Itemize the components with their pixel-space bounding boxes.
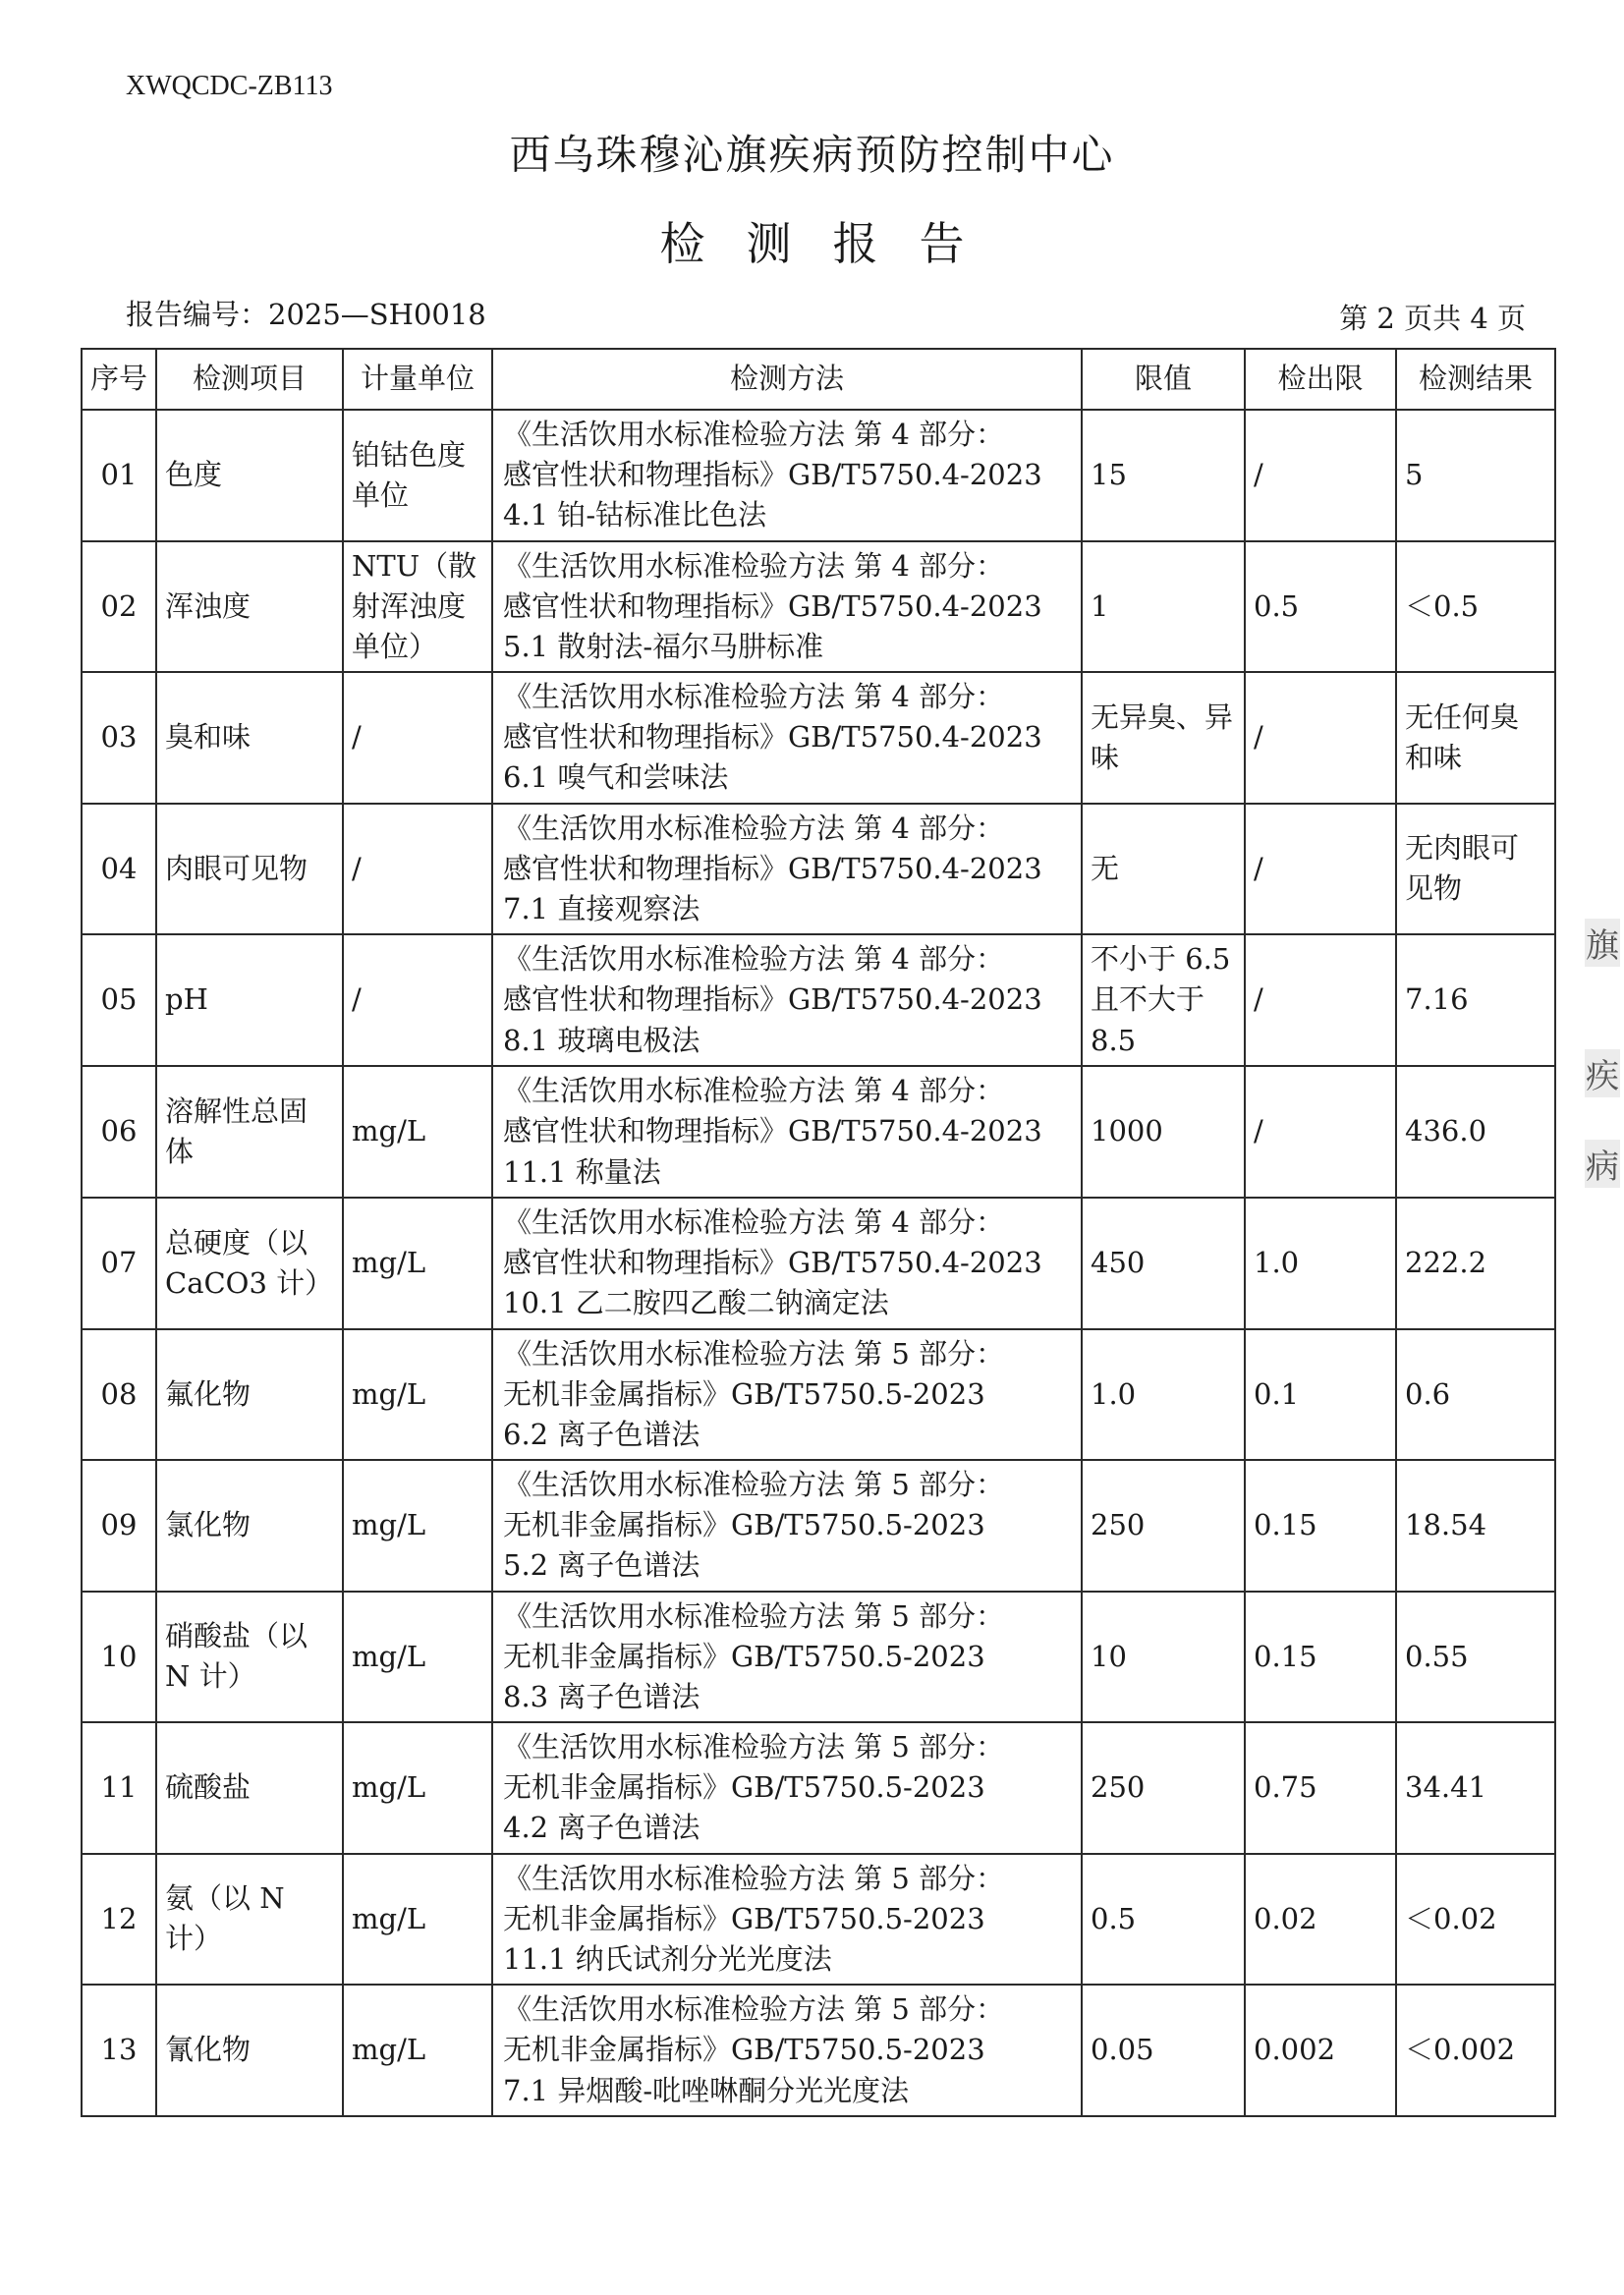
limit-cell: 450 — [1082, 1198, 1245, 1329]
method-line: 5.1 散射法-福尔马肼标准 — [503, 629, 824, 663]
detection-limit-cell: 0.1 — [1245, 1329, 1396, 1461]
detection-limit-cell: / — [1245, 934, 1396, 1066]
method-cell — [492, 1592, 1082, 1723]
method-line: 《生活饮用水标准检验方法 第 5 部分： — [503, 1992, 1005, 2027]
row-number-cell: 09 — [82, 1460, 156, 1592]
column-header: 序号 — [82, 349, 156, 410]
result-cell: 无任何臭和味 — [1396, 672, 1555, 804]
method-line: 11.1 称量法 — [503, 1154, 661, 1189]
unit-cell: / — [343, 672, 492, 804]
method-line: 《生活饮用水标准检验方法 第 4 部分： — [503, 548, 1005, 583]
unit-cell: mg/L — [343, 1329, 492, 1461]
row-number-cell: 03 — [82, 672, 156, 804]
method-line: 5.2 离子色谱法 — [503, 1548, 700, 1583]
limit-cell: 10 — [1082, 1592, 1245, 1723]
detection-limit-cell: 0.15 — [1245, 1592, 1396, 1723]
test-item-cell: 氰化物 — [156, 1985, 343, 2116]
method-line: 《生活饮用水标准检验方法 第 4 部分： — [503, 418, 1005, 451]
limit-cell: 250 — [1082, 1722, 1245, 1854]
method-cell — [492, 804, 1082, 935]
test-item-cell: 硝酸盐（以 N 计） — [156, 1592, 343, 1723]
method-line: 《生活饮用水标准检验方法 第 5 部分： — [503, 1730, 1005, 1764]
detection-limit-cell: 1.0 — [1245, 1198, 1396, 1329]
unit-cell: / — [343, 804, 492, 935]
method-line: 7.1 直接观察法 — [503, 891, 700, 925]
method-line: 感官性状和物理指标》GB/T5750.4-2023 — [503, 588, 1042, 623]
row-number-cell: 08 — [82, 1329, 156, 1461]
table-row — [82, 541, 1555, 673]
seal-fragment: 病 — [1585, 1140, 1620, 1188]
test-item-cell: 臭和味 — [156, 672, 343, 804]
detection-limit-cell: 0.15 — [1245, 1460, 1396, 1592]
result-cell: 0.6 — [1396, 1329, 1555, 1461]
test-item-cell: 浑浊度 — [156, 541, 343, 673]
limit-cell: 0.5 — [1082, 1854, 1245, 1986]
method-cell — [492, 1854, 1082, 1986]
column-header: 限值 — [1082, 349, 1245, 410]
method-cell — [492, 541, 1082, 673]
limit-cell: 0.05 — [1082, 1985, 1245, 2116]
method-line: 11.1 纳氏试剂分光光度法 — [503, 1941, 832, 1976]
limit-cell: 1000 — [1082, 1066, 1245, 1198]
method-line: 感官性状和物理指标》GB/T5750.4-2023 — [503, 982, 1042, 1017]
table-row — [82, 1985, 1555, 2116]
method-line: 无机非金属指标》GB/T5750.5-2023 — [503, 1901, 985, 1935]
detection-limit-cell: / — [1245, 1066, 1396, 1198]
limit-cell: 1 — [1082, 541, 1245, 673]
seal-fragment: 疾 — [1585, 1049, 1620, 1097]
method-cell — [492, 672, 1082, 804]
unit-cell: mg/L — [343, 1985, 492, 2116]
method-line: 4.1 铂-钴标准比色法 — [503, 498, 767, 532]
test-item-cell: 色度 — [156, 410, 343, 541]
row-number-cell: 13 — [82, 1985, 156, 2116]
column-header: 检测方法 — [492, 349, 1082, 410]
row-number-cell: 04 — [82, 804, 156, 935]
test-item-cell: 硫酸盐 — [156, 1722, 343, 1854]
method-line: 《生活饮用水标准检验方法 第 4 部分： — [503, 1074, 1005, 1108]
test-item-cell: 氟化物 — [156, 1329, 343, 1461]
method-line: 6.1 嗅气和尝味法 — [503, 760, 729, 795]
page-indicator: 第 2 页共 4 页 — [1339, 302, 1526, 335]
detection-limit-cell: / — [1245, 410, 1396, 541]
test-item-cell: 氯化物 — [156, 1460, 343, 1592]
table-row — [82, 804, 1555, 935]
unit-cell: mg/L — [343, 1722, 492, 1854]
row-number-cell: 07 — [82, 1198, 156, 1329]
method-line: 感官性状和物理指标》GB/T5750.4-2023 — [503, 458, 1042, 492]
test-item-cell: 肉眼可见物 — [156, 804, 343, 935]
method-cell — [492, 934, 1082, 1066]
method-line: 《生活饮用水标准检验方法 第 5 部分： — [503, 1336, 1005, 1371]
unit-cell: mg/L — [343, 1854, 492, 1986]
detection-limit-cell: / — [1245, 804, 1396, 935]
method-line: 感官性状和物理指标》GB/T5750.4-2023 — [503, 720, 1042, 755]
method-line: 《生活饮用水标准检验方法 第 4 部分： — [503, 811, 1005, 845]
result-cell: ＜0.5 — [1396, 541, 1555, 673]
result-cell: 无肉眼可见物 — [1396, 804, 1555, 935]
table-row — [82, 1066, 1555, 1198]
method-line: 无机非金属指标》GB/T5750.5-2023 — [503, 1508, 985, 1542]
method-line: 4.2 离子色谱法 — [503, 1811, 700, 1845]
row-number-cell: 05 — [82, 934, 156, 1066]
result-cell: ＜0.002 — [1396, 1985, 1555, 2116]
seal-fragment: 旗 — [1585, 919, 1620, 967]
method-cell — [492, 1329, 1082, 1461]
table-row — [82, 1592, 1555, 1723]
limit-cell: 1.0 — [1082, 1329, 1245, 1461]
table-row — [82, 1329, 1555, 1461]
method-line: 10.1 乙二胺四乙酸二钠滴定法 — [503, 1286, 889, 1320]
method-line: 无机非金属指标》GB/T5750.5-2023 — [503, 2033, 985, 2067]
column-header: 检测结果 — [1396, 349, 1555, 410]
table-row — [82, 934, 1555, 1066]
method-line: 《生活饮用水标准检验方法 第 5 部分： — [503, 1598, 1005, 1633]
result-cell: 436.0 — [1396, 1066, 1555, 1198]
method-line: 7.1 异烟酸-吡唑啉酮分光光度法 — [503, 2073, 910, 2107]
test-item-cell: 溶解性总固体 — [156, 1066, 343, 1198]
method-line: 《生活饮用水标准检验方法 第 4 部分： — [503, 680, 1005, 714]
table-row — [82, 1460, 1555, 1592]
column-header: 计量单位 — [343, 349, 492, 410]
result-cell: 7.16 — [1396, 934, 1555, 1066]
column-header: 检测项目 — [156, 349, 343, 410]
unit-cell: mg/L — [343, 1066, 492, 1198]
row-number-cell: 06 — [82, 1066, 156, 1198]
unit-cell: / — [343, 934, 492, 1066]
method-cell — [492, 1985, 1082, 2116]
unit-cell: mg/L — [343, 1198, 492, 1329]
result-cell: 5 — [1396, 410, 1555, 541]
test-item-cell: 总硬度（以 CaCO3 计） — [156, 1198, 343, 1329]
table-row — [82, 1854, 1555, 1986]
table-row — [82, 1198, 1555, 1329]
method-cell — [492, 1722, 1082, 1854]
report-number: 报告编号：2025—SH0018 — [126, 298, 486, 331]
result-cell: 34.41 — [1396, 1722, 1555, 1854]
result-cell: 0.55 — [1396, 1592, 1555, 1723]
limit-cell: 不小于 6.5 且不大于 8.5 — [1082, 934, 1245, 1066]
row-number-cell: 10 — [82, 1592, 156, 1723]
detection-limit-cell: 0.02 — [1245, 1854, 1396, 1986]
document-code: XWQCDC-ZB113 — [126, 71, 333, 101]
result-cell: 222.2 — [1396, 1198, 1555, 1329]
method-line: 无机非金属指标》GB/T5750.5-2023 — [503, 1376, 985, 1411]
test-item-cell: 氨（以 N 计） — [156, 1854, 343, 1986]
table-body — [82, 410, 1555, 2116]
row-number-cell: 12 — [82, 1854, 156, 1986]
method-cell — [492, 1460, 1082, 1592]
limit-cell: 无异臭、异味 — [1082, 672, 1245, 804]
method-cell — [492, 1198, 1082, 1329]
detection-limit-cell: 0.002 — [1245, 1985, 1396, 2116]
method-line: 8.3 离子色谱法 — [503, 1679, 700, 1713]
method-line: 6.2 离子色谱法 — [503, 1417, 700, 1451]
method-cell — [492, 410, 1082, 541]
method-line: 感官性状和物理指标》GB/T5750.4-2023 — [503, 1246, 1042, 1280]
row-number-cell: 02 — [82, 541, 156, 673]
detection-limit-cell: 0.5 — [1245, 541, 1396, 673]
method-line: 《生活饮用水标准检验方法 第 5 部分： — [503, 1468, 1005, 1502]
method-line: 感官性状和物理指标》GB/T5750.4-2023 — [503, 1114, 1042, 1148]
limit-cell: 无 — [1082, 804, 1245, 935]
method-line: 《生活饮用水标准检验方法 第 5 部分： — [503, 1861, 1005, 1895]
column-header: 检出限 — [1245, 349, 1396, 410]
detection-limit-cell: 0.75 — [1245, 1722, 1396, 1854]
limit-cell: 250 — [1082, 1460, 1245, 1592]
method-cell — [492, 1066, 1082, 1198]
detection-limit-cell: / — [1245, 672, 1396, 804]
method-line: 感官性状和物理指标》GB/T5750.4-2023 — [503, 851, 1042, 885]
unit-cell: mg/L — [343, 1592, 492, 1723]
table-header-row — [82, 349, 1555, 410]
unit-cell: mg/L — [343, 1460, 492, 1592]
test-item-cell: pH — [156, 934, 343, 1066]
table-row — [82, 410, 1555, 541]
limit-cell: 15 — [1082, 410, 1245, 541]
row-number-cell: 11 — [82, 1722, 156, 1854]
report-title: 检测报告 — [659, 217, 1006, 270]
unit-cell: 铂钴色度单位 — [343, 410, 492, 541]
result-cell: ＜0.02 — [1396, 1854, 1555, 1986]
table-row — [82, 672, 1555, 804]
method-line: 《生活饮用水标准检验方法 第 4 部分： — [503, 1205, 1005, 1240]
table-row — [82, 1722, 1555, 1854]
results-table — [81, 348, 1556, 2117]
unit-cell: NTU（散射浑浊度单位） — [343, 541, 492, 673]
result-cell: 18.54 — [1396, 1460, 1555, 1592]
method-line: 《生活饮用水标准检验方法 第 4 部分： — [503, 942, 1005, 977]
row-number-cell: 01 — [82, 410, 156, 541]
method-line: 8.1 玻璃电极法 — [503, 1023, 700, 1057]
method-line: 无机非金属指标》GB/T5750.5-2023 — [503, 1770, 985, 1805]
method-line: 无机非金属指标》GB/T5750.5-2023 — [503, 1639, 985, 1673]
organization-name: 西乌珠穆沁旗疾病预防控制中心 — [509, 131, 1115, 179]
